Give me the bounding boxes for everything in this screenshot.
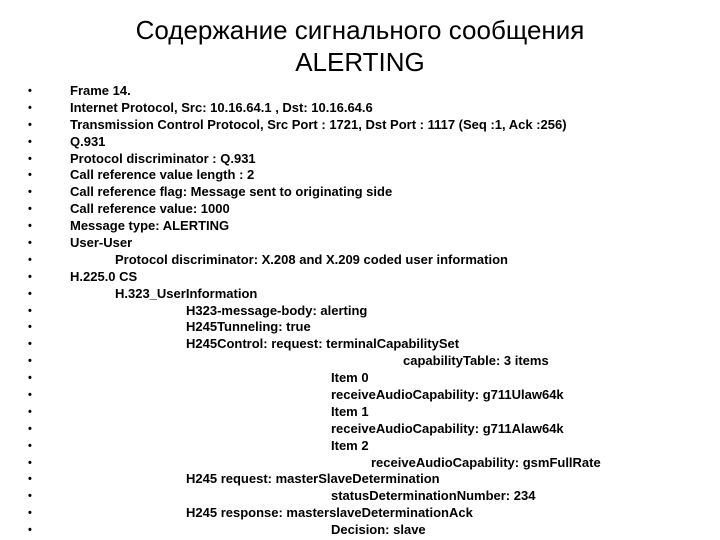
list-item	[0, 455, 720, 472]
list-item-text: Frame 14.	[70, 83, 131, 98]
bullet-icon: •	[28, 237, 32, 250]
bullet-icon: •	[28, 253, 32, 266]
list-item-text: H245 request: masterSlaveDetermination	[186, 471, 440, 487]
list-item-text: Call reference flag: Message sent to originating side	[70, 184, 393, 200]
list-item	[0, 235, 720, 252]
list-item-text: H245 response: masterslaveDeterminationAck	[186, 505, 473, 521]
list-item-text: receiveAudioCapability: g711Ulaw64k	[331, 387, 564, 403]
list-item	[0, 100, 720, 117]
bullet-icon: •	[28, 439, 32, 452]
bullet-icon: •	[28, 338, 32, 351]
list-item-text: Call reference value: 1000	[70, 201, 230, 217]
bullet-icon: •	[28, 287, 32, 300]
list-item	[0, 353, 720, 370]
bullet-icon: •	[28, 304, 32, 317]
list-item	[0, 387, 720, 404]
list-item	[0, 522, 720, 539]
list-item	[0, 438, 720, 455]
bullet-icon: •	[28, 85, 32, 97]
list-item-text: capabilityTable: 3 items	[403, 353, 549, 369]
bullet-icon: •	[28, 186, 32, 199]
list-item-text: Protocol discriminator: X.208 and X.209 coded user information	[115, 251, 508, 267]
list-item	[0, 184, 720, 201]
list-item	[0, 471, 720, 488]
list-item-text: receiveAudioCapability: gsmFullRate	[371, 454, 601, 470]
bullet-icon: •	[28, 524, 32, 537]
list-item-text: Item 1	[331, 403, 369, 419]
slide-title-line1: Содержание сигнального сообщения	[135, 15, 585, 45]
list-item-text: Call reference value length : 2	[70, 167, 255, 183]
bullet-icon: •	[28, 389, 32, 402]
list-item-text: Transmission Control Protocol, Src Port : 1721, Dst Port : 1117 (Seq :1, Ack :256)	[70, 116, 567, 132]
list-item-text: Item 2	[331, 437, 369, 453]
list-item	[0, 421, 720, 438]
bullet-icon: •	[28, 355, 32, 368]
bullet-icon: •	[28, 101, 32, 114]
list-item	[0, 488, 720, 505]
bullet-icon: •	[28, 203, 32, 216]
list-item	[0, 404, 720, 421]
list-item-text: Q.931	[70, 133, 106, 149]
slide-title-line2: ALERTING	[295, 47, 425, 77]
bullet-icon: •	[28, 507, 32, 520]
list-item	[0, 286, 720, 303]
list-item-text: H.225.0 CS	[70, 268, 138, 284]
bullet-list	[0, 83, 720, 539]
list-item-text: Internet Protocol, Src: 10.16.64.1 , Dst: 10.16.64.6	[70, 99, 373, 115]
list-item	[0, 151, 720, 168]
bullet-icon: •	[28, 422, 32, 435]
list-item	[0, 370, 720, 387]
list-item	[0, 505, 720, 522]
bullet-icon: •	[28, 473, 32, 486]
list-item-text: Protocol discriminator : Q.931	[70, 150, 256, 166]
list-item	[0, 83, 720, 100]
list-item	[0, 218, 720, 235]
list-item	[0, 201, 720, 218]
bullet-icon: •	[28, 169, 32, 182]
bullet-icon: •	[28, 152, 32, 165]
list-item-text: User-User	[70, 235, 133, 251]
bullet-icon: •	[28, 135, 32, 148]
list-item	[0, 269, 720, 286]
list-item	[0, 336, 720, 353]
list-item-text: Decision: slave	[331, 522, 426, 538]
slide-title	[0, 14, 720, 78]
list-item-text: H245Control: request: terminalCapabilitySet	[186, 336, 460, 352]
list-item-text: Item 0	[331, 370, 369, 386]
bullet-icon: •	[28, 220, 32, 233]
list-item-text: receiveAudioCapability: g711Alaw64k	[331, 420, 564, 436]
list-item	[0, 117, 720, 134]
bullet-icon: •	[28, 490, 32, 503]
list-item-text: statusDeterminationNumber: 234	[331, 488, 536, 504]
bullet-icon: •	[28, 321, 32, 334]
bullet-icon: •	[28, 372, 32, 385]
list-item-text: H.323_UserInformation	[115, 285, 258, 301]
bullet-icon: •	[28, 270, 32, 283]
list-item-text: H323-message-body: alerting	[186, 302, 368, 318]
bullet-icon: •	[28, 118, 32, 131]
bullet-icon: •	[28, 456, 32, 469]
list-item	[0, 252, 720, 269]
list-item	[0, 303, 720, 320]
list-item-text: H245Tunneling: true	[186, 319, 311, 335]
bullet-icon: •	[28, 405, 32, 418]
list-item	[0, 134, 720, 151]
list-item-text: Message type: ALERTING	[70, 218, 230, 234]
list-item	[0, 319, 720, 336]
list-item	[0, 167, 720, 184]
